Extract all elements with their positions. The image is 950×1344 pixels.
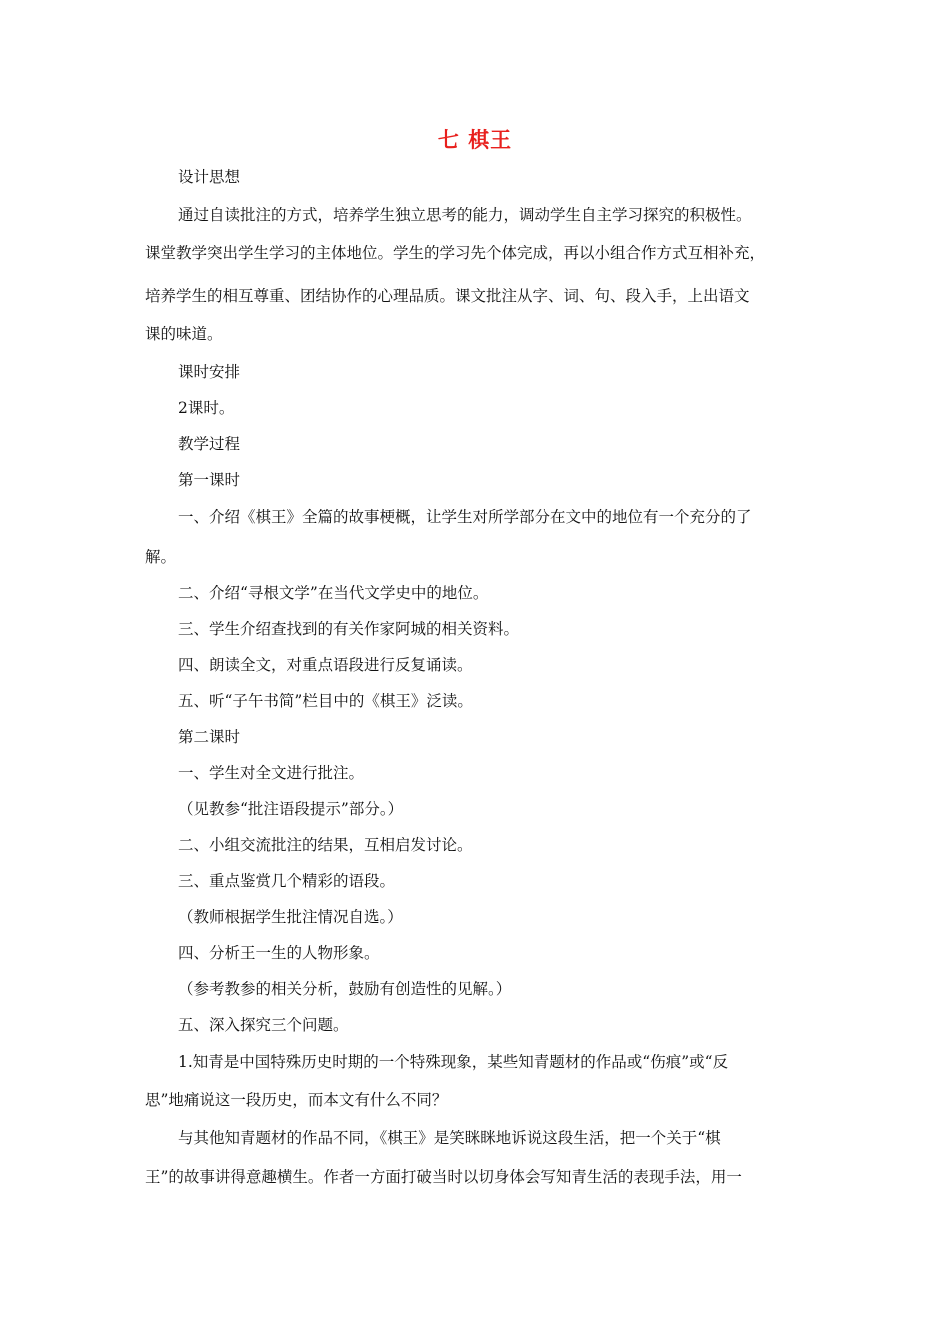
lesson-heading-1: 第一课时 xyxy=(178,471,241,489)
paragraph-line: 与其他知青题材的作品不同，《棋王》是笑眯眯地诉说这段生活，把一个关于“棋 xyxy=(178,1129,721,1147)
paragraph-line: 三、学生介绍查找到的有关作家阿城的相关资料。 xyxy=(178,620,520,638)
paragraph-line: 四、分析王一生的人物形象。 xyxy=(178,944,380,962)
paragraph-line: 解。 xyxy=(145,548,177,566)
paragraph-line: 一、学生对全文进行批注。 xyxy=(178,764,365,782)
lesson-heading-2: 第二课时 xyxy=(178,728,241,746)
document-title: 七 棋王 xyxy=(437,128,513,152)
paragraph-line: 三、重点鉴赏几个精彩的语段。 xyxy=(178,872,396,890)
section-heading-schedule: 课时安排 xyxy=(178,363,241,381)
paragraph-line: （教师根据学生批注情况自选。） xyxy=(178,908,403,926)
paragraph-line: 课的味道。 xyxy=(145,325,223,343)
paragraph-line: 四、朗读全文，对重点语段进行反复诵读。 xyxy=(178,656,473,674)
paragraph-line: 五、听“子午书简”栏目中的《棋王》泛读。 xyxy=(178,692,473,710)
paragraph-line: 一、介绍《棋王》全篇的故事梗概，让学生对所学部分在文中的地位有一个充分的了 xyxy=(178,508,752,526)
section-heading-design: 设计思想 xyxy=(178,168,241,186)
paragraph-line: 二、小组交流批注的结果，互相启发讨论。 xyxy=(178,836,473,854)
paragraph-line: 王”的故事讲得意趣横生。作者一方面打破当时以切身体会写知青生活的表现手法，用一 xyxy=(145,1168,742,1186)
paragraph-line: （见教参“批注语段提示”部分。） xyxy=(178,800,404,818)
paragraph-line: 思”地痛说这一段历史，而本文有什么不同？ xyxy=(145,1091,448,1109)
paragraph-line: 2课时。 xyxy=(178,399,235,417)
paragraph-line: 通过自读批注的方式，培养学生独立思考的能力，调动学生自主学习探究的积极性。 xyxy=(178,206,752,224)
paragraph-line: 培养学生的相互尊重、团结协作的心理品质。课文批注从字、词、句、段入手，上出语文 xyxy=(145,287,750,305)
paragraph-line: 1.知青是中国特殊历史时期的一个特殊现象，某些知青题材的作品或“伤痕”或“反 xyxy=(178,1053,729,1071)
section-heading-process: 教学过程 xyxy=(178,435,241,453)
paragraph-line: 二、介绍“寻根文学”在当代文学史中的地位。 xyxy=(178,584,489,602)
paragraph-line: 五、深入探究三个问题。 xyxy=(178,1016,349,1034)
paragraph-line: （参考教参的相关分析，鼓励有创造性的见解。） xyxy=(178,980,512,998)
paragraph-line: 课堂教学突出学生学习的主体地位。学生的学习先个体完成，再以小组合作方式互相补充， xyxy=(145,244,766,262)
